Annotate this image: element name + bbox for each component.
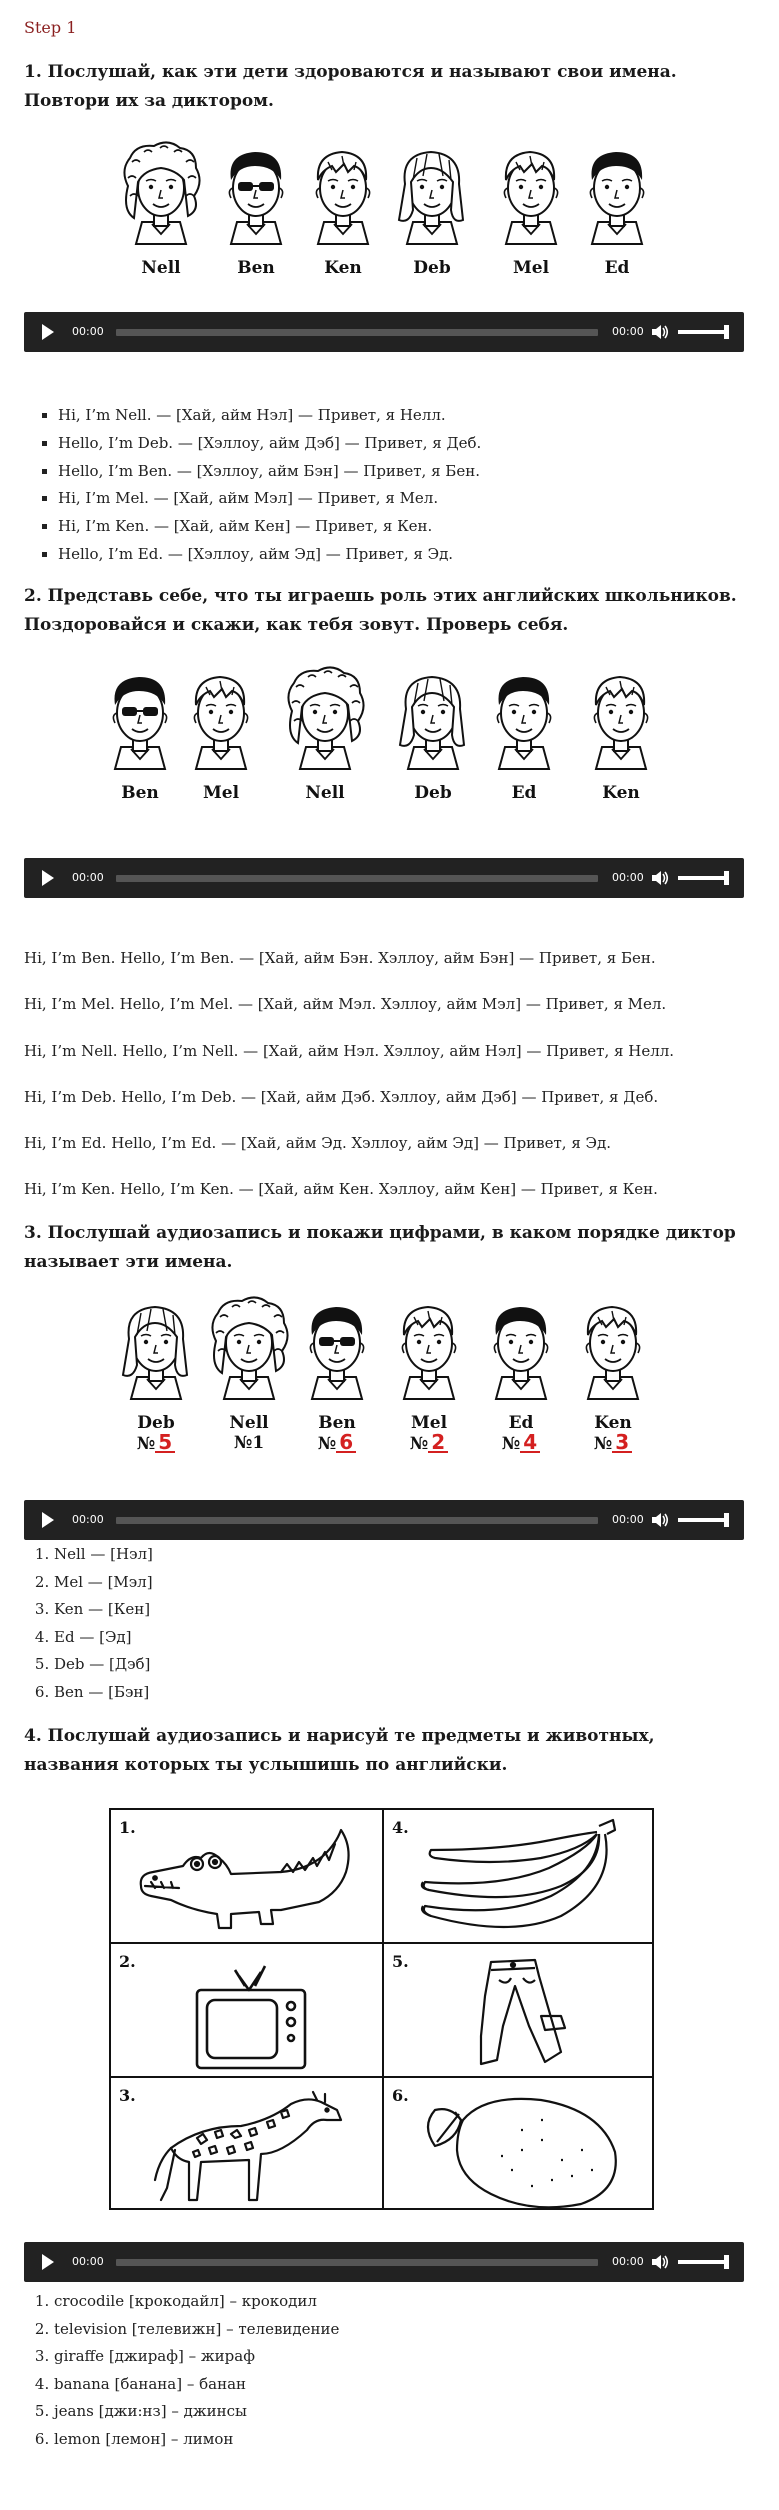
volume-handle[interactable] <box>724 1513 729 1527</box>
task2-heading: 2. Представь себе, что ты играешь роль этих английских школьников. Поздоровайся и скажи, как тебя зовут. Проверь себя. <box>24 586 737 635</box>
list-item: 1. crocodile [крокодайл] – крокодил <box>54 2288 339 2316</box>
kid-portrait <box>387 140 477 250</box>
kid-card-mel <box>486 140 576 300</box>
grid-divider <box>382 1810 384 2208</box>
kid-name: Ed <box>604 258 630 278</box>
grid-divider <box>111 1942 652 1944</box>
number-prefix: № <box>136 1434 156 1454</box>
number-prefix: № <box>501 1434 521 1454</box>
audio-progress-bar[interactable] <box>116 875 598 882</box>
kid-portrait <box>486 140 576 250</box>
list-item: 6. Ben — [Бэн] <box>54 1679 153 1707</box>
crocodile-icon <box>131 1824 371 1936</box>
giraffe-icon <box>131 2090 371 2210</box>
kid-card-nell <box>204 1295 294 1455</box>
kid-card-ken <box>576 665 666 825</box>
kid-card-nell <box>280 665 370 825</box>
list-item: 5. jeans [джи:нз] – джинсы <box>54 2398 339 2426</box>
current-time: 00:00 <box>72 1513 104 1526</box>
duration: 00:00 <box>612 325 644 338</box>
play-icon[interactable] <box>42 870 54 886</box>
current-time: 00:00 <box>72 2255 104 2268</box>
kid-order-number <box>292 1430 382 1454</box>
kid-portrait <box>111 1295 201 1405</box>
task3-audio-player[interactable] <box>24 1500 744 1540</box>
list-item: 2. Mel — [Мэл] <box>54 1569 153 1597</box>
kid-name: Deb <box>137 1413 175 1433</box>
step-title: Step 1 <box>24 18 77 37</box>
kid-card-ed <box>572 140 662 300</box>
cell-number: 5. <box>392 1952 409 1971</box>
kid-portrait <box>572 140 662 250</box>
list-item: 6. lemon [лемон] – лимон <box>54 2426 339 2454</box>
kid-portrait <box>211 140 301 250</box>
task2-line: Hi, I’m Ed. Hello, I’m Ed. — [Хай, айм Эд. Хэллоу, айм Эд] — Привет, я Эд. <box>24 1134 612 1152</box>
list-item: ▪ Hi, I’m Nell. — [Хай, айм Нэл] — Привет, я Нелл. <box>58 402 481 430</box>
kid-name: Mel <box>410 1413 448 1433</box>
kid-card-ed <box>479 665 569 825</box>
kid-name: Ken <box>324 258 362 278</box>
kid-order-number <box>476 1430 566 1454</box>
list-item: ▪ Hello, I’m Ben. — [Хэллоу, айм Бэн] — Привет, я Бен. <box>58 458 481 486</box>
kid-order-number <box>568 1430 658 1454</box>
kid-card-ken <box>298 140 388 300</box>
cell-number: 4. <box>392 1818 409 1837</box>
jeans-icon <box>411 1956 631 2074</box>
list-item: ▪ Hello, I’m Deb. — [Хэллоу, айм Дэб] — Привет, я Деб. <box>58 430 481 458</box>
list-item: 3. giraffe [джираф] – жираф <box>54 2343 339 2371</box>
kid-portrait <box>568 1295 658 1405</box>
cell-number: 6. <box>392 2086 409 2105</box>
volume-handle[interactable] <box>724 325 729 339</box>
kid-order-number <box>204 1433 294 1453</box>
kid-name: Nell <box>305 783 345 803</box>
play-icon[interactable] <box>42 324 54 340</box>
audio-progress-bar[interactable] <box>116 329 598 336</box>
handwritten-answer: 4 <box>520 1433 540 1453</box>
kid-portrait <box>176 665 266 775</box>
task1-heading: 1. Послушай, как эти дети здороваются и называют свои имена. Повтори их за диктором. <box>24 62 677 111</box>
kid-name: Nell <box>141 258 181 278</box>
kid-card-mel <box>176 665 266 825</box>
volume-handle[interactable] <box>724 2255 729 2269</box>
kid-portrait <box>204 1295 294 1405</box>
duration: 00:00 <box>612 871 644 884</box>
duration: 00:00 <box>612 1513 644 1526</box>
kid-name: Mel <box>202 783 240 803</box>
audio-progress-bar[interactable] <box>116 1517 598 1524</box>
duration: 00:00 <box>612 2255 644 2268</box>
kid-card-ken <box>568 1295 658 1455</box>
task2-audio-player[interactable] <box>24 858 744 898</box>
kid-name: Mel <box>512 258 550 278</box>
handwritten-answer: 2 <box>428 1433 448 1453</box>
kid-card-ben <box>211 140 301 300</box>
kid-card-deb <box>111 1295 201 1455</box>
number-prefix: № <box>593 1434 613 1454</box>
grid-divider <box>111 2076 652 2078</box>
volume-icon[interactable] <box>652 1512 670 1528</box>
task4-words-list <box>30 2288 339 2453</box>
volume-icon[interactable] <box>652 324 670 340</box>
kid-name: Ed <box>508 1413 534 1433</box>
volume-slider[interactable] <box>678 876 728 880</box>
list-item: 2. television [телевижн] – телевидение <box>54 2316 339 2344</box>
list-item: 5. Deb — [Дэб] <box>54 1651 153 1679</box>
volume-slider[interactable] <box>678 1518 728 1522</box>
handwritten-answer: 5 <box>155 1433 175 1453</box>
list-item: 4. banana [банана] – банан <box>54 2371 339 2399</box>
banana-icon <box>401 1816 641 1938</box>
volume-slider[interactable] <box>678 2260 728 2264</box>
kid-name: Ben <box>237 258 275 278</box>
audio-progress-bar[interactable] <box>116 2259 598 2266</box>
television-icon <box>131 1956 371 2074</box>
kid-name: Ben <box>121 783 159 803</box>
list-item: ▪ Hello, I’m Ed. — [Хэллоу, айм Эд] — Привет, я Эд. <box>58 541 481 569</box>
task2-line: Hi, I’m Ben. Hello, I’m Ben. — [Хай, айм Бэн. Хэллоу, айм Бэн] — Привет, я Бен. <box>24 949 656 967</box>
kid-card-nell <box>116 140 206 300</box>
cell-number: 2. <box>119 1952 136 1971</box>
kid-card-mel <box>384 1295 474 1455</box>
kid-portrait <box>388 665 478 775</box>
play-icon[interactable] <box>42 1512 54 1528</box>
kid-name: Ed <box>511 783 537 803</box>
kid-portrait <box>298 140 388 250</box>
kid-name: Ken <box>602 783 640 803</box>
task1-phrases-list <box>34 402 481 569</box>
number-prefix: № <box>409 1434 429 1454</box>
task2-line: Hi, I’m Mel. Hello, I’m Mel. — [Хай, айм Мэл. Хэллоу, айм Мэл] — Привет, я Мел. <box>24 995 667 1013</box>
volume-icon[interactable] <box>652 870 670 886</box>
current-time: 00:00 <box>72 325 104 338</box>
task3-names-list <box>30 1541 153 1706</box>
list-item: 4. Ed — [Эд] <box>54 1624 153 1652</box>
kid-card-ben <box>292 1295 382 1455</box>
kid-order-number <box>111 1430 201 1454</box>
kid-name: Deb <box>414 783 452 803</box>
lemon-icon <box>401 2090 641 2210</box>
list-item: 1. Nell — [Нэл] <box>54 1541 153 1569</box>
handwritten-answer: 3 <box>612 1433 632 1453</box>
number-prefix: № <box>317 1434 337 1454</box>
kid-portrait <box>576 665 666 775</box>
kid-card-ben <box>95 665 185 825</box>
kid-name: Ken <box>594 1413 632 1433</box>
kid-portrait <box>116 140 206 250</box>
volume-slider[interactable] <box>678 330 728 334</box>
kid-portrait <box>292 1295 382 1405</box>
cell-number: 1. <box>119 1818 136 1837</box>
kid-portrait <box>479 665 569 775</box>
list-item: ▪ Hi, I’m Ken. — [Хай, айм Кен] — Привет, я Кен. <box>58 513 481 541</box>
task2-line: Hi, I’m Deb. Hello, I’m Deb. — [Хай, айм Дэб. Хэллоу, айм Дэб] — Привет, я Деб. <box>24 1088 659 1106</box>
list-item: ▪ Hi, I’m Mel. — [Хай, айм Мэл] — Привет, я Мел. <box>58 485 481 513</box>
kid-card-deb <box>388 665 478 825</box>
kid-name: Deb <box>413 258 451 278</box>
kid-portrait <box>476 1295 566 1405</box>
list-item: 3. Ken — [Кен] <box>54 1596 153 1624</box>
handwritten-answer: 6 <box>336 1433 356 1453</box>
pictures-grid <box>109 1808 654 2210</box>
kid-portrait <box>95 665 185 775</box>
cell-number: 3. <box>119 2086 136 2105</box>
play-icon[interactable] <box>42 2254 54 2270</box>
task2-line: Hi, I’m Nell. Hello, I’m Nell. — [Хай, айм Нэл. Хэллоу, айм Нэл] — Привет, я Нелл. <box>24 1042 675 1060</box>
task3-heading: 3. Послушай аудиозапись и покажи цифрами, в каком порядке диктор называет эти имена. <box>24 1223 736 1272</box>
kid-name: Ben <box>318 1413 356 1433</box>
kid-portrait <box>280 665 370 775</box>
kid-order-number <box>384 1430 474 1454</box>
task4-heading: 4. Послушай аудиозапись и нарисуй те предметы и животных, названия которых ты услышишь по английски. <box>24 1726 655 1775</box>
volume-icon[interactable] <box>652 2254 670 2270</box>
kid-card-deb <box>387 140 477 300</box>
task2-line: Hi, I’m Ken. Hello, I’m Ken. — [Хай, айм Кен. Хэллоу, айм Кен] — Привет, я Кен. <box>24 1180 658 1198</box>
number-prefix: №1 <box>233 1433 265 1453</box>
kid-name: Nell <box>229 1413 269 1433</box>
task4-audio-player[interactable] <box>24 2242 744 2282</box>
kid-card-ed <box>476 1295 566 1455</box>
current-time: 00:00 <box>72 871 104 884</box>
kid-portrait <box>384 1295 474 1405</box>
volume-handle[interactable] <box>724 871 729 885</box>
task1-audio-player[interactable] <box>24 312 744 352</box>
